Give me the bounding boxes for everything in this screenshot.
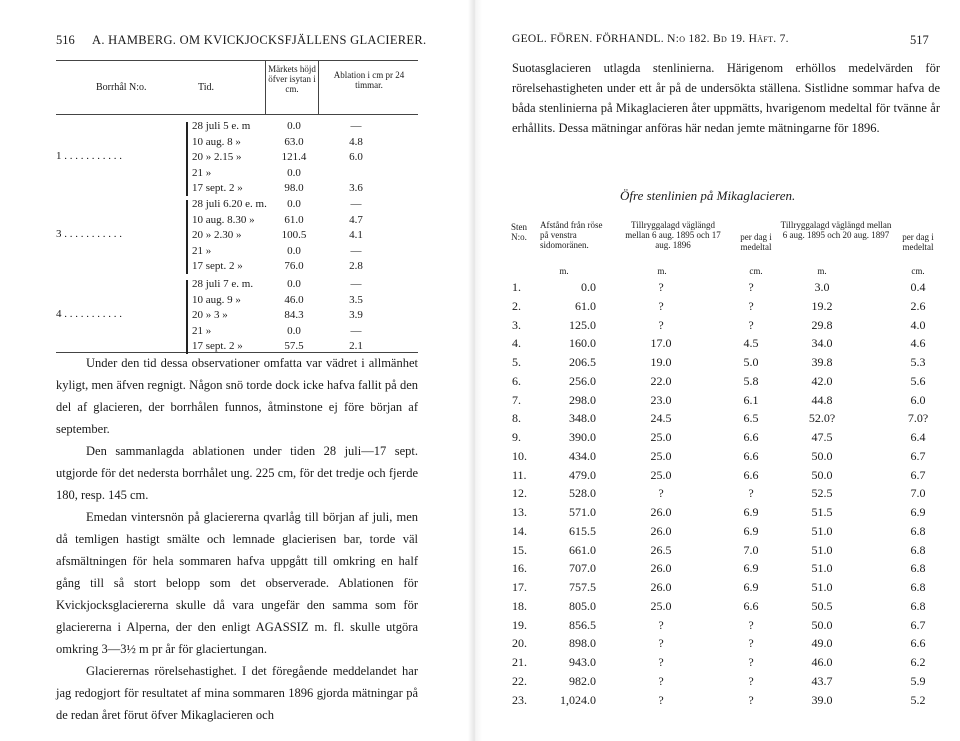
ablation-cell-height: 46.0 — [284, 293, 304, 306]
col-header-distance: Afstånd från röse på venstra sidomoränen. — [540, 220, 603, 250]
ablation-cell-abl: — — [350, 324, 362, 337]
cell-per-day-1897: 5.3 — [910, 355, 926, 369]
cell-per-day-1896: ? — [748, 617, 754, 632]
ablation-cell-time: 17 sept. 2 » — [192, 340, 243, 352]
cell-distance: 206.5 — [569, 355, 596, 369]
cell-travel-1896: 23.0 — [650, 392, 672, 407]
cell-distance: 479.0 — [569, 467, 596, 482]
cell-per-day-1896: ? — [748, 280, 754, 294]
cell-distance: 434.0 — [569, 448, 596, 463]
col-header-per-day-1896: per dag i medeltal — [740, 232, 772, 252]
intro-paragraph: Suotasglacieren utlagda stenlinierna. Härigenom erhöllos medelvärden för rörelsehastigheten under ett år på de undersökta ställena. Sistlidne sommar hafva de båda stenlinierna på Mikaglacieren åter uppmätts, hvarigenom medeltal för tvänne år erhållits. Dessa mätningar anföras här nedan jemte mätningarne för 1896. — [512, 61, 940, 135]
cell-per-day-1896: 5.8 — [743, 373, 759, 388]
cell-stone-number: 17. — [512, 580, 527, 594]
cell-per-day-1897: 5.2 — [910, 692, 926, 707]
cell-travel-1896: 26.0 — [650, 523, 672, 538]
ablation-cell-abl: 3.6 — [349, 182, 363, 194]
ablation-cell-height: 121.4 — [281, 151, 307, 163]
ablation-cell-height: 57.5 — [284, 340, 304, 352]
ablation-cell-height: 98.0 — [284, 182, 304, 194]
cell-travel-1897: 51.0 — [811, 580, 833, 594]
ablation-cell-abl: — — [350, 120, 362, 132]
table-header-rule — [56, 114, 418, 115]
cell-per-day-1896: 6.1 — [743, 392, 759, 407]
ablation-cell-abl: 4.7 — [349, 213, 363, 226]
ablation-cell-time: 20 » 2.15 » — [192, 151, 242, 163]
cell-travel-1896: 22.0 — [650, 373, 672, 388]
ablation-cell-abl: — — [350, 244, 362, 257]
cell-stone-number: 11. — [512, 467, 527, 482]
ablation-cell-height: 0.0 — [287, 244, 301, 257]
cell-distance: 0.0 — [581, 280, 596, 294]
cell-stone-number: 22. — [512, 673, 527, 688]
ablation-cell-time: 20 » 3 » — [192, 309, 228, 321]
cell-per-day-1897: 6.8 — [910, 580, 926, 594]
ablation-cell-abl: — — [350, 198, 362, 210]
paragraph-velocity: Glacierernas rörelsehastighet. I det föregående meddelandet har jag redogjort för resultatet af mina sommaren 1896 gjorda mätningar på de redan året förut öfver Mikaglacieren och — [56, 664, 418, 722]
paragraph-weather: Under den tid dessa observationer omfatta var vädret i allmänhet kyligt, men äfven regnigt. Någon snö torde dock icke hafva fallit på den del af glacieren, der borrhålen funnos, åtminstone ej före början af september. — [56, 356, 418, 436]
cell-travel-1896: ? — [658, 692, 664, 707]
table-top-rule — [56, 60, 418, 61]
cell-per-day-1897: 6.4 — [910, 430, 926, 444]
table-title: Öfre stenlinien på Mikaglacieren. — [620, 188, 796, 203]
cell-per-day-1897: 5.9 — [910, 673, 926, 688]
ablation-cell-height: 0.0 — [287, 166, 301, 179]
col-header-per-day-1897: per dag i medeltal — [902, 232, 934, 252]
cell-per-day-1896: ? — [748, 692, 754, 707]
cell-travel-1897: 42.0 — [811, 373, 833, 388]
ablation-cell-height: 61.0 — [284, 213, 304, 226]
ablation-cell-time: 21 » — [192, 244, 212, 257]
ablation-cell-height: 0.0 — [287, 120, 301, 132]
right-page — [490, 0, 960, 741]
page-number-left: 516 — [56, 33, 75, 47]
cell-per-day-1897: 6.2 — [910, 655, 926, 669]
cell-per-day-1896: 6.6 — [743, 598, 759, 613]
cell-travel-1897: 51.0 — [811, 542, 833, 557]
cell-travel-1897: 19.2 — [811, 298, 833, 313]
cell-per-day-1897: 7.0 — [910, 486, 926, 501]
cell-travel-1896: 24.5 — [650, 411, 672, 426]
cell-stone-number: 20. — [512, 636, 527, 651]
cell-stone-number: 1. — [512, 280, 521, 294]
borehole-number: 3 . . . . . . . . . . . — [56, 228, 122, 240]
ablation-cell-height: 0.0 — [287, 324, 301, 337]
ablation-cell-abl: 3.5 — [349, 293, 363, 306]
cell-stone-number: 6. — [512, 373, 521, 388]
cell-per-day-1896: 6.6 — [743, 448, 759, 463]
unit-travel-1896: m. — [657, 266, 667, 276]
cell-travel-1897: 39.8 — [811, 355, 833, 369]
cell-stone-number: 2. — [512, 298, 521, 313]
cell-travel-1897: 3.0 — [814, 280, 830, 294]
cell-travel-1897: 50.0 — [811, 617, 833, 632]
cell-travel-1897: 50.5 — [811, 598, 833, 613]
cell-stone-number: 13. — [512, 505, 527, 519]
cell-per-day-1896: 7.0 — [743, 542, 759, 557]
cell-stone-number: 15. — [512, 542, 527, 557]
cell-travel-1896: ? — [658, 655, 664, 669]
ablation-cell-abl: 4.8 — [349, 135, 363, 148]
ablation-cell-time: 10 aug. 8.30 » — [192, 213, 255, 226]
cell-distance: 982.0 — [569, 673, 596, 688]
cell-per-day-1896: 5.0 — [743, 355, 759, 369]
ablation-cell-abl: 4.1 — [349, 229, 363, 241]
cell-travel-1896: 17.0 — [650, 336, 672, 351]
ablation-cell-height: 100.5 — [281, 229, 307, 241]
col-header-travel-1897: Tillryggalagd väglängd mellan 6 aug. 1895 och 20 aug. 1897 — [780, 220, 892, 240]
cell-per-day-1897: 6.7 — [910, 467, 926, 482]
cell-per-day-1897: 6.8 — [910, 561, 926, 576]
cell-stone-number: 10. — [512, 448, 527, 463]
cell-distance: 298.0 — [569, 392, 596, 407]
cell-travel-1896: 26.5 — [650, 542, 672, 557]
unit-travel-1897: m. — [817, 266, 827, 276]
cell-travel-1897: 50.0 — [811, 467, 833, 482]
ablation-cell-abl: 3.9 — [349, 309, 363, 321]
cell-per-day-1896: ? — [748, 317, 754, 332]
cell-travel-1897: 29.8 — [811, 317, 833, 332]
ablation-cell-abl: — — [350, 278, 362, 290]
cell-per-day-1897: 6.7 — [910, 448, 926, 463]
cell-stone-number: 16. — [512, 561, 527, 576]
cell-per-day-1897: 6.7 — [910, 617, 926, 632]
cell-per-day-1897: 5.6 — [910, 373, 926, 388]
cell-per-day-1897: 0.4 — [910, 280, 926, 294]
cell-per-day-1896: ? — [748, 636, 754, 651]
cell-distance: 390.0 — [569, 430, 596, 444]
col-header-travel-1896: Tillryggalagd väglängd mellan 6 aug. 1895 och 17 aug. 1896 — [625, 220, 721, 250]
cell-travel-1897: 46.0 — [811, 655, 833, 669]
cell-per-day-1897: 6.6 — [910, 636, 926, 651]
unit-distance: m. — [559, 266, 569, 276]
cell-per-day-1897: 6.8 — [910, 598, 926, 613]
paragraph-total-ablation: Den sammanlagda ablationen under tiden 28 juli—17 sept. utgjorde för det nedersta borrhålet ung. 225 cm, för det tredje och fjerde 180, resp. 145 cm. — [56, 444, 418, 502]
cell-travel-1897: 51.5 — [811, 505, 833, 519]
paragraph-winter-snow: Emedan vintersnön på glaciererna qvarlåg till början af juli, men då temligen hastigt smälte och lemnade glacierisen bar, torde väl afsmältningen för hela sommaren hafva uppgått till omkring en half gång till så stort belopp som det observerade. Ablationen för Kvickjocksglaciererna skulle då vara ungefär den samma som för glaciererna i Alperna, der den enligt AGASSIZ m. fl. skulle utgöra omkring 3—3½ m pr år för glaciertungan. — [56, 510, 418, 656]
cell-stone-number: 4. — [512, 336, 521, 351]
cell-per-day-1897: 4.6 — [910, 336, 926, 351]
ablation-cell-time: 21 » — [192, 324, 212, 337]
unit-per-day-1896: cm. — [749, 266, 763, 276]
ablation-cell-height: 63.0 — [284, 135, 304, 148]
cell-travel-1896: ? — [658, 617, 664, 632]
col-header-hole: Borrhål N:o. — [96, 82, 147, 93]
cell-distance: 615.5 — [569, 523, 596, 538]
cell-per-day-1897: 6.8 — [910, 542, 926, 557]
group-brace — [186, 122, 188, 196]
cell-distance: 707.0 — [569, 561, 596, 576]
cell-travel-1896: ? — [658, 298, 664, 313]
cell-travel-1897: 50.0 — [811, 448, 833, 463]
ablation-cell-height: 0.0 — [287, 198, 301, 210]
cell-travel-1896: 25.0 — [650, 467, 672, 482]
cell-per-day-1897: 6.0 — [910, 392, 926, 407]
ablation-cell-time: 10 aug. 8 » — [192, 135, 241, 148]
cell-per-day-1896: ? — [748, 486, 754, 501]
cell-per-day-1897: 7.0? — [907, 411, 929, 426]
cell-travel-1896: 25.0 — [650, 430, 672, 444]
page-number-right: 517 — [910, 33, 929, 47]
ablation-cell-height: 76.0 — [284, 260, 304, 272]
cell-stone-number: 21. — [512, 655, 527, 669]
cell-distance: 1,024.0 — [560, 692, 596, 707]
cell-per-day-1896: ? — [748, 298, 754, 313]
body-text-left — [56, 352, 418, 726]
cell-stone-number: 19. — [512, 617, 527, 632]
cell-travel-1896: 26.0 — [650, 561, 672, 576]
cell-travel-1896: 26.0 — [650, 505, 672, 519]
cell-distance: 348.0 — [569, 411, 596, 426]
book-gutter — [468, 0, 482, 741]
cell-per-day-1896: 6.9 — [743, 561, 759, 576]
ablation-cell-time: 17 sept. 2 » — [192, 260, 243, 272]
cell-stone-number: 12. — [512, 486, 527, 501]
cell-stone-number: 18. — [512, 598, 527, 613]
ablation-cell-time: 21 » — [192, 166, 212, 179]
cell-distance: 856.5 — [569, 617, 596, 632]
cell-travel-1896: ? — [658, 636, 664, 651]
cell-travel-1897: 51.0 — [811, 561, 833, 576]
col-header-time: Tid. — [198, 82, 215, 93]
group-brace — [186, 280, 188, 354]
cell-per-day-1897: 4.0 — [910, 317, 926, 332]
cell-per-day-1897: 2.6 — [910, 298, 926, 313]
cell-distance: 661.0 — [569, 542, 596, 557]
cell-travel-1897: 52.5 — [811, 486, 833, 501]
group-brace — [186, 200, 188, 274]
cell-per-day-1896: 6.6 — [743, 467, 759, 482]
borehole-number: 1 . . . . . . . . . . . — [56, 150, 122, 162]
cell-distance: 898.0 — [569, 636, 596, 651]
running-head-right: GEOL. FÖREN. FÖRHANDL. N:o 182. Bd 19. Häft. 7. — [512, 33, 789, 45]
cell-travel-1896: 26.0 — [650, 580, 672, 594]
borehole-number: 4 . . . . . . . . . . . — [56, 308, 122, 320]
ablation-cell-abl: 6.0 — [349, 151, 363, 163]
cell-per-day-1896: ? — [748, 655, 754, 669]
cell-distance: 943.0 — [569, 655, 596, 669]
cell-distance: 160.0 — [569, 336, 596, 351]
cell-travel-1897: 39.0 — [811, 692, 833, 707]
cell-per-day-1896: 6.9 — [743, 505, 759, 519]
running-head-left: A. HAMBERG. OM KVICKJOCKSFJÄLLENS GLACIERER. — [92, 33, 427, 47]
cell-travel-1896: 25.0 — [650, 598, 672, 613]
ablation-cell-height: 0.0 — [287, 278, 301, 290]
left-page — [0, 0, 470, 741]
cell-travel-1896: ? — [658, 673, 664, 688]
ablation-cell-abl: 2.1 — [349, 340, 363, 352]
cell-travel-1896: ? — [658, 280, 664, 294]
ablation-cell-time: 17 sept. 2 » — [192, 182, 243, 194]
cell-per-day-1896: 6.6 — [743, 430, 759, 444]
cell-travel-1896: ? — [658, 317, 664, 332]
cell-travel-1897: 47.5 — [811, 430, 833, 444]
cell-stone-number: 8. — [512, 411, 521, 426]
cell-stone-number: 3. — [512, 317, 521, 332]
ablation-cell-height: 84.3 — [284, 309, 304, 321]
ablation-cell-time: 20 » 2.30 » — [192, 229, 242, 241]
cell-travel-1897: 49.0 — [811, 636, 833, 651]
cell-travel-1896: 25.0 — [650, 448, 672, 463]
cell-distance: 528.0 — [569, 486, 596, 501]
cell-distance: 757.5 — [569, 580, 596, 594]
cell-per-day-1896: 6.5 — [743, 411, 759, 426]
cell-per-day-1896: 4.5 — [743, 336, 759, 351]
unit-per-day-1897: cm. — [911, 266, 925, 276]
cell-travel-1897: 43.7 — [811, 673, 833, 688]
ablation-cell-time: 10 aug. 9 » — [192, 293, 241, 306]
cell-stone-number: 9. — [512, 430, 521, 444]
cell-stone-number: 14. — [512, 523, 527, 538]
cell-distance: 125.0 — [569, 317, 596, 332]
cell-travel-1897: 34.0 — [811, 336, 833, 351]
col-header-ablation: Ablation i cm pr 24 timmar. — [333, 70, 405, 90]
ablation-cell-time: 28 juli 7 e. m. — [192, 278, 254, 290]
cell-stone-number: 7. — [512, 392, 521, 407]
cell-distance: 61.0 — [575, 298, 596, 313]
cell-travel-1897: 51.0 — [811, 523, 833, 538]
cell-per-day-1897: 6.8 — [910, 523, 926, 538]
cell-travel-1897: 44.8 — [811, 392, 833, 407]
ablation-cell-abl: 2.8 — [349, 260, 363, 272]
cell-distance: 256.0 — [569, 373, 596, 388]
cell-stone-number: 23. — [512, 692, 527, 707]
col-header-sten: Sten N:o. — [510, 222, 527, 242]
cell-per-day-1896: 6.9 — [743, 580, 759, 594]
cell-per-day-1896: ? — [748, 673, 754, 688]
cell-distance: 571.0 — [569, 505, 596, 519]
cell-travel-1896: 19.0 — [650, 355, 672, 369]
cell-per-day-1896: 6.9 — [743, 523, 759, 538]
cell-per-day-1897: 6.9 — [910, 505, 926, 519]
cell-stone-number: 5. — [512, 355, 521, 369]
ablation-cell-time: 28 juli 5 e. m — [192, 120, 251, 132]
cell-distance: 805.0 — [569, 598, 596, 613]
cell-travel-1896: ? — [658, 486, 664, 501]
cell-travel-1897: 52.0? — [808, 411, 836, 426]
col-header-height: Märkets höjd öfver isytan i cm. — [268, 64, 316, 94]
ablation-cell-time: 28 juli 6.20 e. m. — [192, 198, 267, 210]
